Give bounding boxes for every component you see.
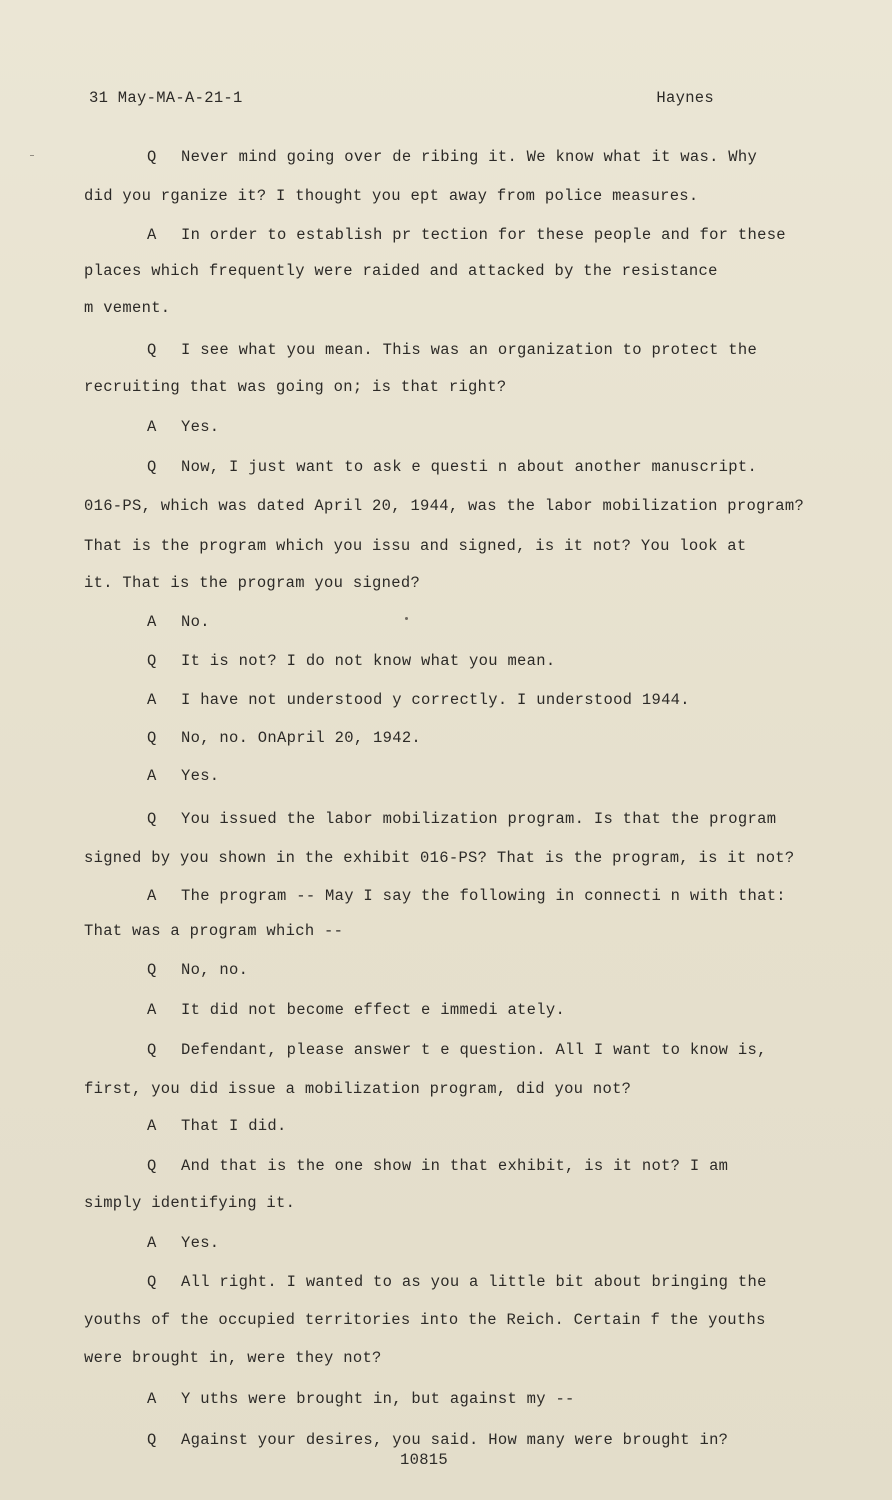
transcript-line: A That I did. <box>147 1117 287 1135</box>
speaker-label: Q <box>147 458 157 476</box>
speaker-label: A <box>147 418 157 436</box>
transcript-line: A No. <box>147 613 210 631</box>
transcript-line: A It did not become effect e immedi ately. <box>147 1001 566 1019</box>
transcript-line: A Y uths were brought in, but against my -- <box>147 1390 575 1408</box>
ink-speck <box>30 155 34 156</box>
speaker-label: Q <box>147 729 157 747</box>
transcript-line: youths of the occupied territories into the Reich. Certain f the youths <box>84 1311 766 1329</box>
speaker-label: A <box>147 691 157 709</box>
transcript-line: Q Now, I just want to ask e questi n about another manuscript. <box>147 458 758 476</box>
speaker-label: A <box>147 1001 157 1019</box>
speaker-label: A <box>147 1117 157 1135</box>
transcript-line: Q No, no. <box>147 961 249 979</box>
speaker-label: Q <box>147 810 157 828</box>
speaker-label: A <box>147 887 157 905</box>
speaker-label: A <box>147 1390 157 1408</box>
transcript-line: Q Defendant, please answer t e question. All I want to know is, <box>147 1041 767 1059</box>
speaker-label: Q <box>147 1157 157 1175</box>
transcript-line: simply identifying it. <box>84 1194 296 1212</box>
transcript-line: That was a program which -- <box>84 922 344 940</box>
transcript-line: Q No, no. OnApril 20, 1942. <box>147 729 422 747</box>
transcript-line: Q Never mind going over de ribing it. We know what it was. Why <box>147 148 758 166</box>
transcript-line: A Yes. <box>147 767 220 785</box>
transcript-line: recruiting that was going on; is that right? <box>84 378 507 396</box>
transcript-line: were brought in, were they not? <box>84 1349 382 1367</box>
transcript-line: places which frequently were raided and attacked by the resistance <box>84 262 718 280</box>
header-name: Haynes <box>656 89 714 107</box>
transcript-line: 016-PS, which was dated April 20, 1944, was the labor mobilization program? <box>84 497 805 515</box>
speaker-label: A <box>147 226 157 244</box>
transcript-line: m vement. <box>84 299 171 317</box>
speaker-label: Q <box>147 1041 157 1059</box>
transcript-line: A Yes. <box>147 418 220 436</box>
transcript-line: did you rganize it? I thought you ept away from police measures. <box>84 187 699 205</box>
speaker-label: Q <box>147 1431 157 1449</box>
transcript-line: Q I see what you mean. This was an organization to protect the <box>147 341 758 359</box>
page-number: 10815 <box>400 1451 449 1469</box>
transcript-line: Q All right. I wanted to as you a little bit about bringing the <box>147 1273 767 1291</box>
transcript-line: it. That is the program you signed? <box>84 574 421 592</box>
speaker-label: Q <box>147 1273 157 1291</box>
speaker-label: A <box>147 1234 157 1252</box>
speaker-label: Q <box>147 961 157 979</box>
transcript-line: A The program -- May I say the following in connecti n with that: <box>147 887 786 905</box>
transcript-line: Q And that is the one show in that exhibit, is it not? I am <box>147 1157 729 1175</box>
ink-speck <box>405 617 408 620</box>
transcript-line: A I have not understood y correctly. I understood 1944. <box>147 691 690 709</box>
transcript-line: That is the program which you issu and signed, is it not? You look at <box>84 537 747 555</box>
transcript-line: Q Against your desires, you said. How many were brought in? <box>147 1431 729 1449</box>
speaker-label: A <box>147 767 157 785</box>
speaker-label: Q <box>147 341 157 359</box>
speaker-label: Q <box>147 148 157 166</box>
header-reference: 31 May-MA-A-21-1 <box>89 89 243 107</box>
transcript-line: A Yes. <box>147 1234 220 1252</box>
transcript-line: first, you did issue a mobilization program, did you not? <box>84 1080 632 1098</box>
speaker-label: A <box>147 613 157 631</box>
transcript-line: Q It is not? I do not know what you mean. <box>147 652 556 670</box>
transcript-line: signed by you shown in the exhibit 016-PS? That is the program, is it not? <box>84 849 795 867</box>
speaker-label: Q <box>147 652 157 670</box>
transcript-line: A In order to establish pr tection for these people and for these <box>147 226 786 244</box>
transcript-line: Q You issued the labor mobilization program. Is that the program <box>147 810 777 828</box>
